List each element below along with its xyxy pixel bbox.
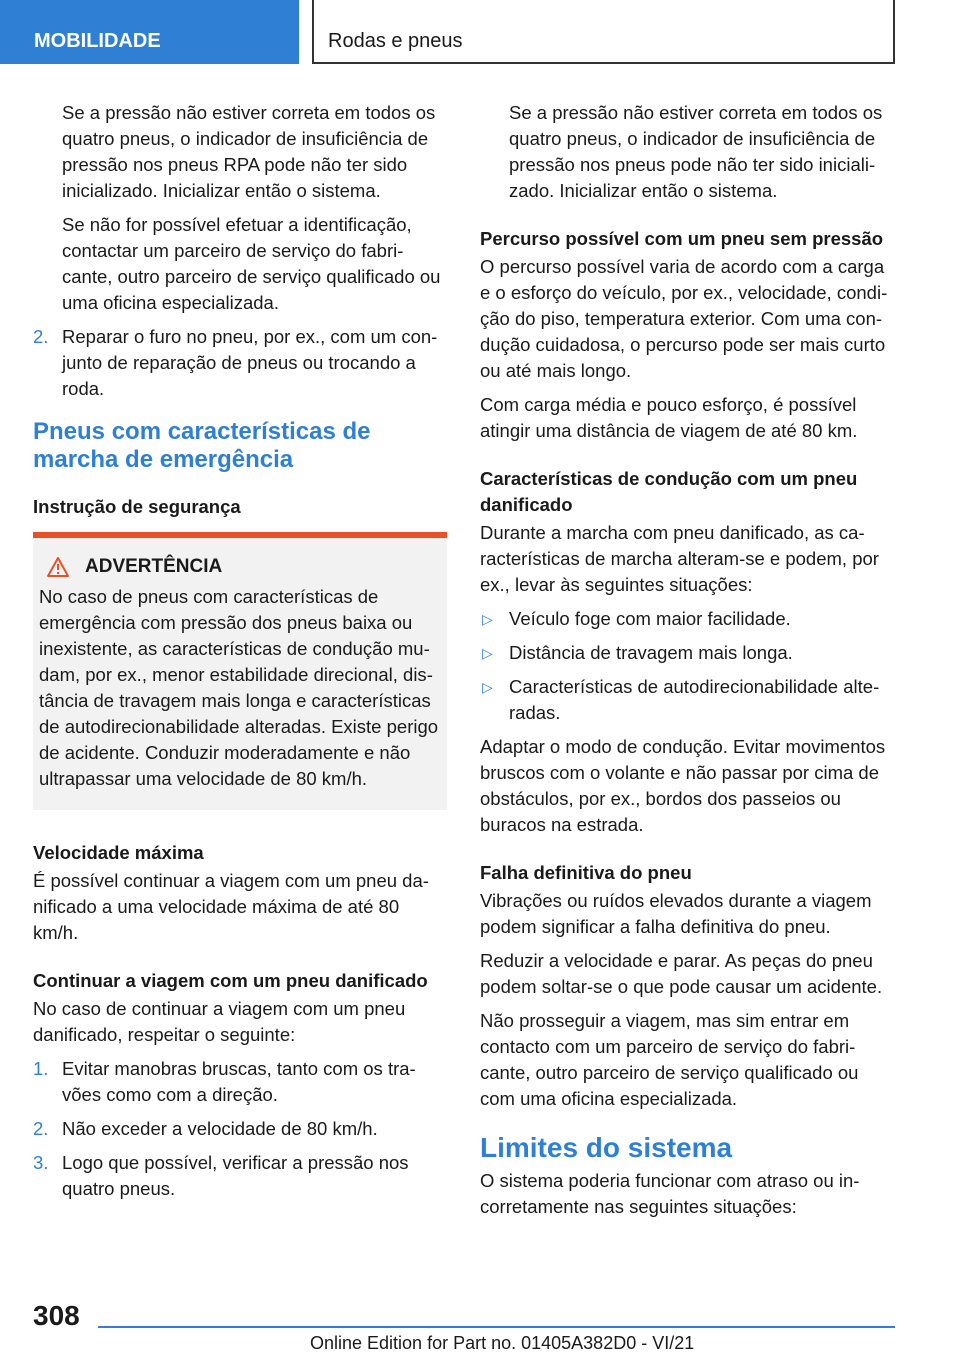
warning-title-row — [39, 554, 441, 580]
range-heading: Percurso possível com um pneu sem pressão — [480, 228, 884, 249]
step-number: 2. — [33, 1118, 49, 1139]
triangle-bullet-icon: ▷ — [482, 679, 493, 695]
bullet-text: Características de autodirecionabilidade alteradas. — [509, 676, 880, 723]
speed-heading: Velocidade máxima — [33, 842, 204, 863]
failure-paragraph-1: Vibrações ou ruídos elevados durante a viagem podem significar a falha definitiva do pneu. — [480, 890, 872, 937]
intro-paragraph-2: Se não for possível efetuar a identificação, contactar um parceiro de serviço do fabricante, outro parceiro de serviço qualificado ou uma oficina especializada. — [62, 214, 441, 313]
failure-paragraph-2: Reduzir a velocidade e parar. As peças do pneu podem soltar-se o que pode causar um acidente. — [480, 950, 883, 997]
bullet-text: Distância de travagem mais longa. — [509, 642, 793, 663]
step-number: 2. — [33, 326, 49, 347]
left-column — [33, 100, 447, 1210]
step-number: 1. — [33, 1058, 49, 1079]
topic-header — [312, 0, 895, 64]
section-label: MOBILIDADE — [34, 30, 161, 52]
triangle-bullet-icon: ▷ — [482, 645, 493, 661]
triangle-bullet-icon: ▷ — [482, 611, 493, 627]
bullet-text: Veículo foge com maior facilidade. — [509, 608, 791, 629]
edition-footer: Online Edition for Part no. 01405A382D0 - VI/21 — [310, 1333, 695, 1353]
handling-paragraph: Durante a marcha com pneu danificado, as características de marcha alteram-se e podem, por ex., levar às seguintes situações: — [480, 522, 879, 595]
step-text: Evitar manobras bruscas, tanto com os travões como com a direção. — [62, 1058, 416, 1105]
bullet-item — [480, 640, 895, 666]
section-tab — [0, 0, 299, 64]
limits-paragraph: O sistema poderia funcionar com atraso ou incorretamente nas seguintes situações: — [480, 1170, 860, 1217]
bullet-item — [480, 606, 895, 632]
footer-divider — [98, 1326, 895, 1328]
intro-paragraph: Se a pressão não estiver correta em todos os quatro pneus, o indicador de insuficiência de pressão nos pneus pode não ter sido inicializado. Inicializar então o sistema. — [509, 102, 883, 201]
range-paragraph-2: Com carga média e pouco esforço, é possível atingir uma distância de viagem de até 80 km. — [480, 394, 858, 441]
step-text: Reparar o furo no pneu, por ex., com um conjunto de reparação de pneus ou trocando a roda. — [62, 326, 438, 399]
safety-heading: Instrução de segurança — [33, 496, 241, 517]
step-item — [33, 1056, 447, 1108]
step-text: Não exceder a velocidade de 80 km/h. — [62, 1118, 378, 1139]
warning-text: No caso de pneus com características de emergência com pressão dos pneus baixa ou inexistente, as características de condução mudam, por ex., menor estabilidade direcional, distância de travagem mais longa e características de autodirecionabilidade alteradas. Existe perigo de acidente. Conduzir moderadamente e não ultrapassar uma velocidade de 80 km/h. — [39, 586, 439, 789]
bullet-item — [480, 674, 895, 726]
handling-paragraph-2: Adaptar o modo de condução. Evitar movimentos bruscos com o volante e não passar por cima de obstáculos, por ex., bordos dos passeios ou buracos na estrada. — [480, 736, 886, 835]
page-number: 308 — [33, 1300, 80, 1331]
handling-heading: Características de condução com um pneu danificado — [480, 468, 858, 515]
step-item — [33, 1150, 447, 1202]
step-item — [33, 1116, 447, 1142]
continue-text: No caso de continuar a viagem com um pneu danificado, respeitar o seguinte: — [33, 998, 406, 1045]
warning-title: ADVERTÊNCIA — [85, 556, 223, 577]
warning-box — [33, 532, 447, 810]
topic-label: Rodas e pneus — [328, 30, 463, 52]
limits-heading: Limites do sistema — [480, 1132, 733, 1163]
range-paragraph-1: O percurso possível varia de acordo com a carga e o esforço do veículo, por ex., velocidade, condição do piso, temperatura exterior. Com uma condução cuidadosa, o percurso pode ser mais curto ou até mais longo. — [480, 256, 888, 381]
step-item — [33, 324, 447, 402]
section-heading: Pneus com características de marcha de emergência — [33, 418, 371, 473]
failure-heading: Falha definitiva do pneu — [480, 862, 692, 883]
step-text: Logo que possível, verificar a pressão nos quatro pneus. — [62, 1152, 409, 1199]
failure-paragraph-3: Não prosseguir a viagem, mas sim entrar em contacto com um parceiro de serviço do fabricante, outro parceiro de serviço qualificado ou com uma oficina especializada. — [480, 1010, 859, 1109]
right-column — [480, 100, 895, 1228]
intro-paragraph-1: Se a pressão não estiver correta em todos os quatro pneus, o indicador de insuficiência de pressão nos pneus RPA pode não ter sido inicializado. Inicializar então o sistema. — [62, 102, 436, 201]
warning-triangle-icon — [47, 557, 69, 577]
step-number: 3. — [33, 1152, 49, 1173]
continue-heading: Continuar a viagem com um pneu danificado — [33, 970, 428, 991]
speed-text: É possível continuar a viagem com um pneu danificado a uma velocidade máxima de até 80 km/h. — [33, 870, 429, 943]
